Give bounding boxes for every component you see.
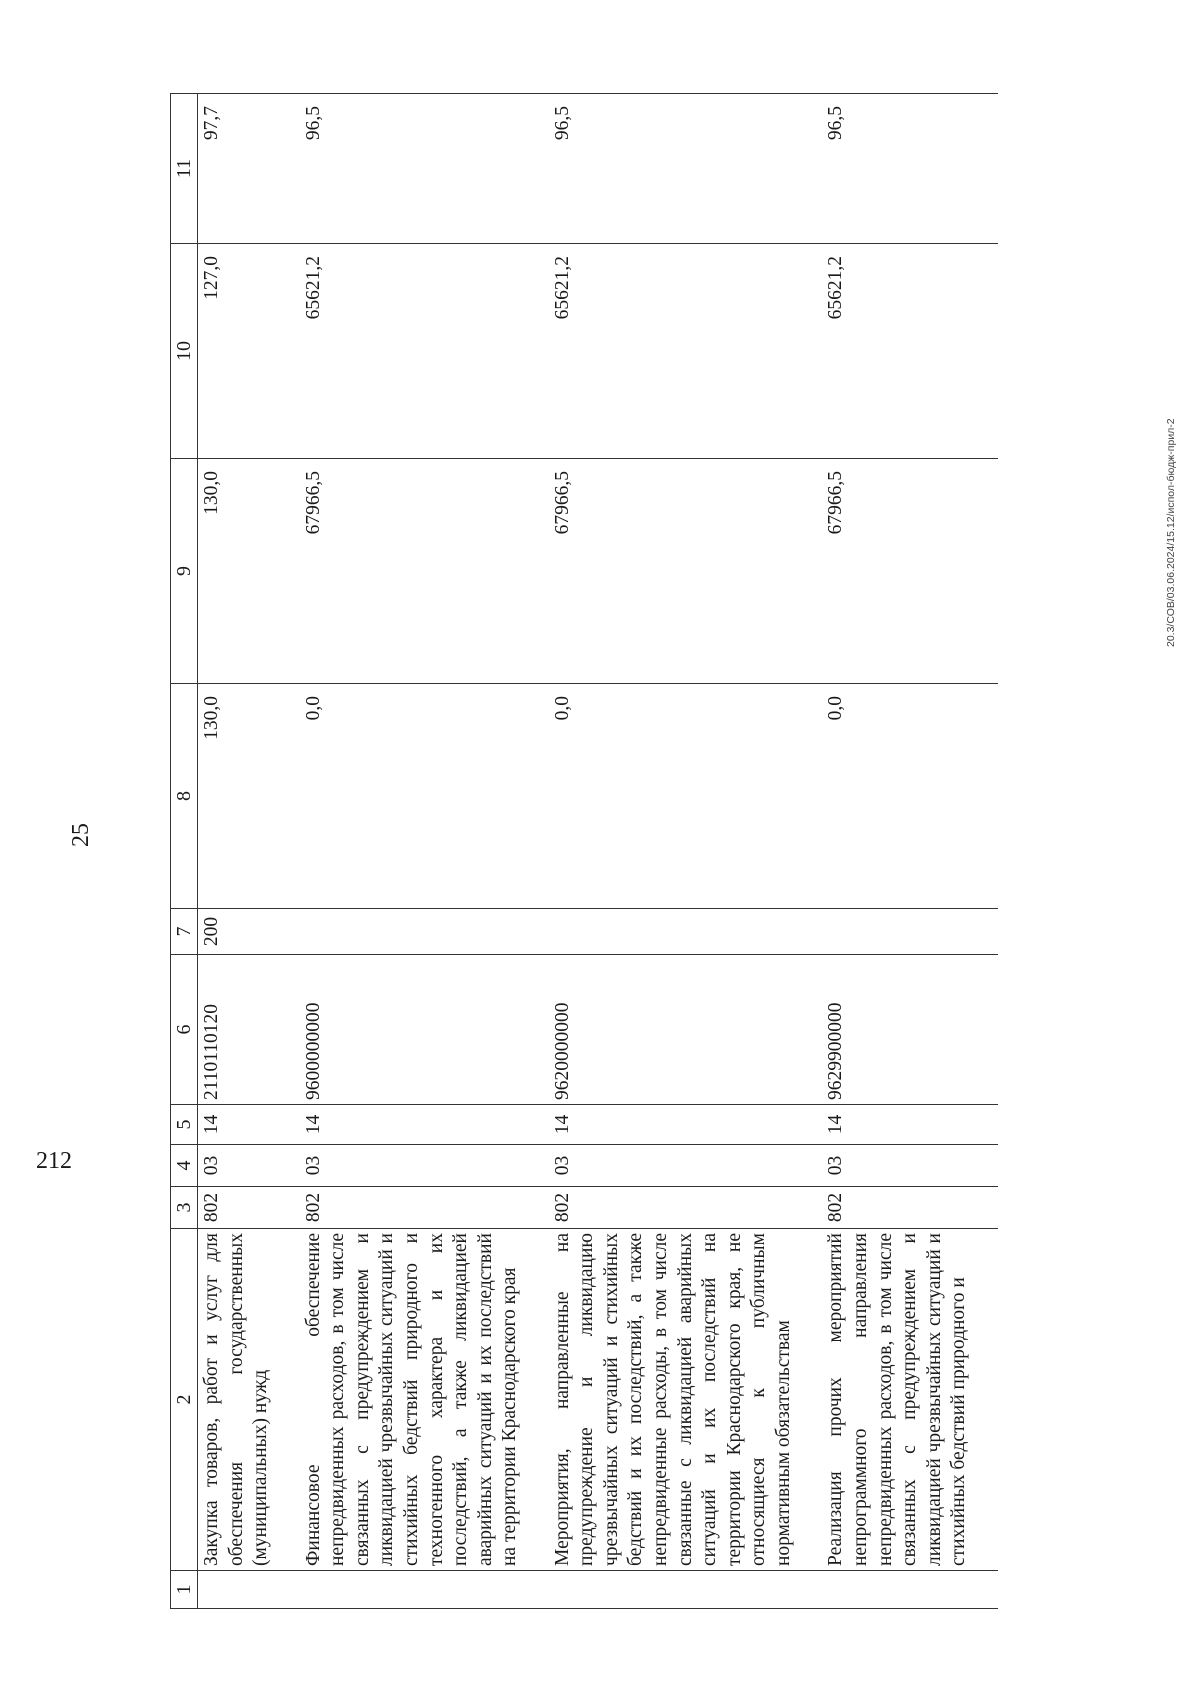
cell-target-article: 9620000000 <box>549 955 823 1105</box>
cell-percent: 96,5 <box>549 94 823 244</box>
cell-percent: 97,7 <box>198 94 300 244</box>
cell-refined: 67966,5 <box>822 459 997 684</box>
cell-approved: 0,0 <box>300 684 549 909</box>
cell-expense-type <box>300 909 549 955</box>
column-header: 11 <box>171 94 198 244</box>
column-header: 5 <box>171 1105 198 1145</box>
cell-executed: 127,0 <box>198 244 300 459</box>
column-header: 4 <box>171 1145 198 1187</box>
cell-description: Мероприятия, направленные на предупреждение и ликвидацию чрезвычайных ситуаций и стихийных бедствий и их последствий, а также непредвиденные расходы, в том числе связанные с ликвидацией аварийных ситуаций и их последствий на территории Краснодарского края, не относящиеся к публичным нормативным обязательствам <box>549 1229 823 1571</box>
table-row <box>822 94 997 1609</box>
cell-refined: 67966,5 <box>549 459 823 684</box>
cell-section: 03 <box>549 1145 823 1187</box>
cell-target-article: 9600000000 <box>300 955 549 1105</box>
cell-ministry-code: 802 <box>198 1187 300 1229</box>
cell-executed: 65621,2 <box>822 244 997 459</box>
cell-description: Финансовое обеспечение непредвиденных расходов, в том числе связанных с предупреждением и ликвидацией чрезвычайных ситуаций и стихийных бедствий природного и техногенного характера и их последствий, а также ликвидацией аварийных ситуаций и их последствий на территории Краснодарского края <box>300 1229 549 1571</box>
cell-ministry-code: 802 <box>549 1187 823 1229</box>
table-row <box>300 94 549 1609</box>
cell-expense-type: 200 <box>198 909 300 955</box>
cell-expense-type <box>822 909 997 955</box>
cell-approved: 0,0 <box>822 684 997 909</box>
cell-subsection: 14 <box>549 1105 823 1145</box>
cell-index <box>198 1571 300 1609</box>
column-header: 7 <box>171 909 198 955</box>
cell-executed: 65621,2 <box>549 244 823 459</box>
page-number: 25 <box>68 823 94 847</box>
column-header: 1 <box>171 1571 198 1609</box>
cell-subsection: 14 <box>822 1105 997 1145</box>
cell-refined: 67966,5 <box>300 459 549 684</box>
cell-target-article: 2110110120 <box>198 955 300 1105</box>
cell-description: Закупка товаров, работ и услуг для обеспечения государственных (муниципальных) нужд <box>198 1229 300 1571</box>
column-header: 9 <box>171 459 198 684</box>
cell-index <box>300 1571 549 1609</box>
cell-section: 03 <box>300 1145 549 1187</box>
document-footer-code: 20.3/СОВ/03.06.2024/15.12/испол-бюдж-прил-2 <box>1165 418 1177 647</box>
cell-approved: 130,0 <box>198 684 300 909</box>
table-row <box>198 94 300 1609</box>
cell-expense-type <box>549 909 823 955</box>
cell-index <box>822 1571 997 1609</box>
cell-subsection: 14 <box>300 1105 549 1145</box>
cell-percent: 96,5 <box>300 94 549 244</box>
column-header: 3 <box>171 1187 198 1229</box>
cell-ministry-code: 802 <box>822 1187 997 1229</box>
column-header: 8 <box>171 684 198 909</box>
cell-ministry-code: 802 <box>300 1187 549 1229</box>
cell-approved: 0,0 <box>549 684 823 909</box>
cell-section: 03 <box>198 1145 300 1187</box>
table-header-row <box>171 94 198 1609</box>
cell-target-article: 9629900000 <box>822 955 997 1105</box>
cell-subsection: 14 <box>198 1105 300 1145</box>
cell-executed: 65621,2 <box>300 244 549 459</box>
table-row <box>549 94 823 1609</box>
cell-index <box>549 1571 823 1609</box>
column-header: 2 <box>171 1229 198 1571</box>
cell-refined: 130,0 <box>198 459 300 684</box>
cell-description: Реализация прочих мероприятий непрограммного направления непредвиденных расходов, в том числе связанных с предупреждением и ликвидацией чрезвычайных ситуаций и стихийных бедствий природного и <box>822 1229 997 1571</box>
budget-table <box>170 93 998 1609</box>
cell-section: 03 <box>822 1145 997 1187</box>
cell-percent: 96,5 <box>822 94 997 244</box>
column-header: 6 <box>171 955 198 1105</box>
column-header: 10 <box>171 244 198 459</box>
sheet-number: 212 <box>36 1148 72 1174</box>
